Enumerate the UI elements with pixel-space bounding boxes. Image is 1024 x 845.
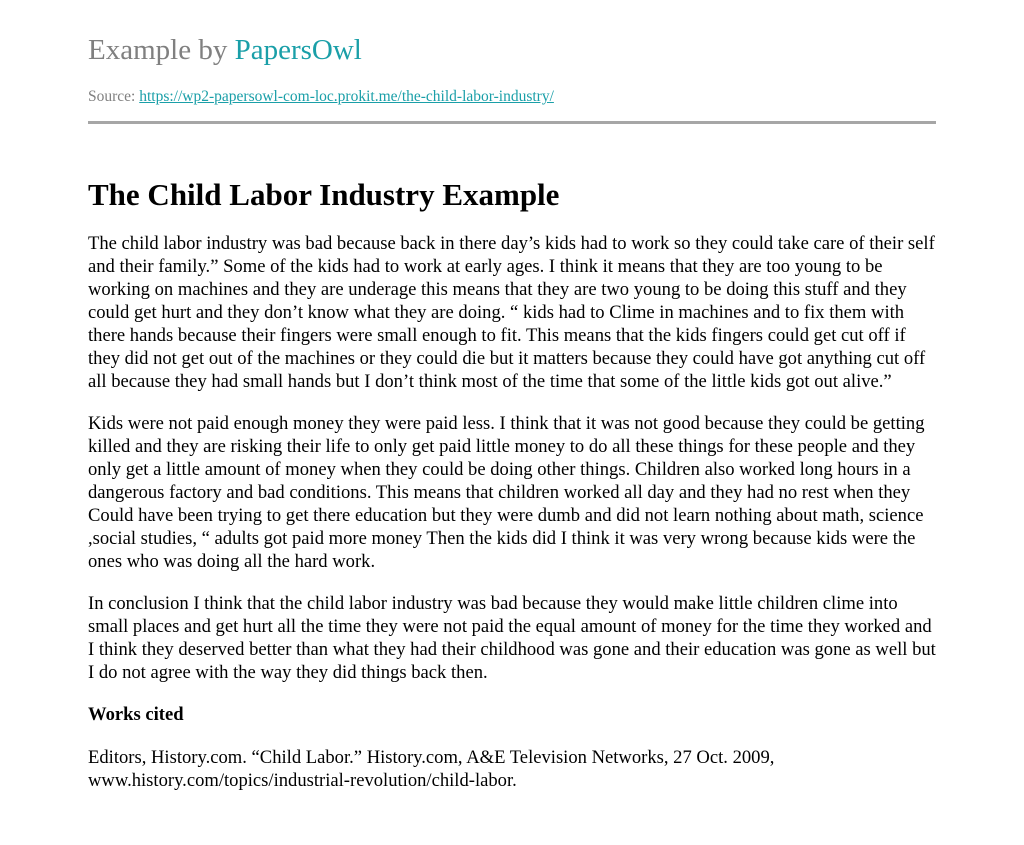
source-line [88, 87, 936, 107]
citation-entry: Editors, History.com. “Child Labor.” History.com, A&E Television Networks, 27 Oct. 2009, www.history.com/topics/industrial-revolution/child-labor. [88, 747, 775, 791]
source-label: Source: [88, 88, 140, 105]
article-body [88, 232, 936, 684]
header-divider [88, 121, 936, 124]
brand-name-link[interactable]: PapersOwl [234, 34, 362, 66]
brand-prefix: Example by [88, 34, 235, 66]
works-cited-heading: Works cited [88, 704, 184, 725]
paragraph: In conclusion I think that the child labor industry was bad because they would make little children clime into small places and get hurt all the time they were not paid the equal amount of money for the time they worked and I think they deserved better than what they had their childhood was gone and their education was gone as well but I do not agree with the way they did things back then. [88, 593, 936, 683]
brand-header [88, 30, 936, 70]
paragraph: The child labor industry was bad because back in there day’s kids had to work so they could take care of their self and their family.” Some of the kids had to work at early ages. I think it means that they are too young to be working on machines and they are underage this means that they are two young to be doing this stuff and they could get hurt and they don’t know what they are doing. “ kids had to Clime in machines and to fix them with there hands because their fingers were small enough to fit. This means that the kids fingers could get cut off if they did not get out of the machines or they could die but it matters because they could have got anything cut off all because they had small hands but I don’t think most of the time that some of the little kids got out alive.” [88, 233, 935, 392]
page-title: The Child Labor Industry Example [88, 177, 560, 212]
paragraph: Kids were not paid enough money they were paid less. I think that it was not good because they could be getting killed and they are risking their life to only get paid little money to do all these things for these people and they only get a little amount of money when they could be doing other things. Children also worked long hours in a dangerous factory and bad conditions. This means that children worked all day and they had no rest when they Could have been trying to get there education but they were dumb and did not learn nothing about math, science ,social studies, “ adults got paid more money Then the kids did I think it was very wrong because kids were the ones who was doing all the hard work. [88, 413, 925, 572]
document-page [88, 0, 936, 792]
source-link[interactable]: https://wp2-papersowl-com-loc.prokit.me/the-child-labor-industry/ [139, 88, 554, 105]
